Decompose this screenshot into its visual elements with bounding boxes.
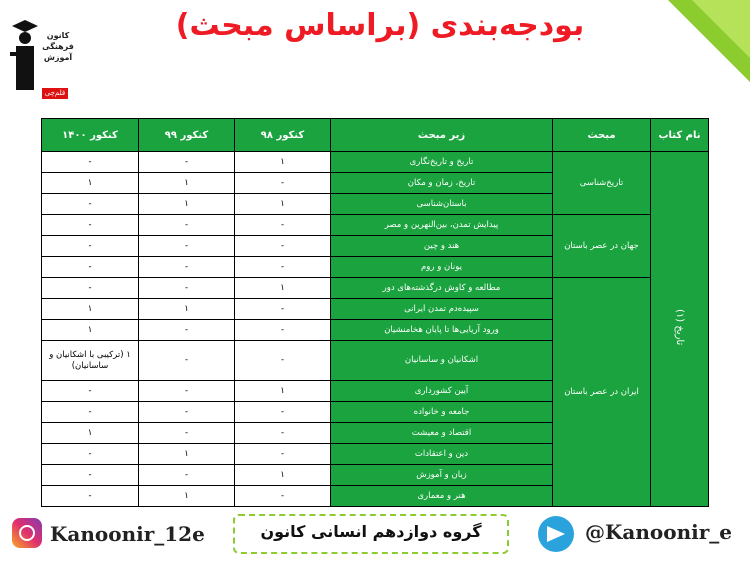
score-cell-k99: -	[139, 152, 235, 173]
score-cell-k98: -	[235, 299, 331, 320]
score-cell-k98: -	[235, 236, 331, 257]
table-row	[42, 152, 709, 173]
score-cell-k1400: -	[42, 402, 139, 423]
score-cell-k1400: -	[42, 486, 139, 507]
score-cell-k1400: -	[42, 381, 139, 402]
logo-tag: قلم‌چی	[42, 88, 68, 99]
instagram-handle[interactable]: Kanoonir_12e	[50, 522, 205, 546]
telegram-plane-icon	[547, 526, 565, 542]
subtopic-cell: آیین کشورداری	[331, 381, 553, 402]
score-cell-k1400: ۱	[42, 423, 139, 444]
page-title: بودجه‌بندی (براساس مبحث)	[175, 8, 585, 43]
subtopic-cell: زبان و آموزش	[331, 465, 553, 486]
logo-line-3: آموزش	[43, 53, 73, 62]
budget-table-container	[41, 118, 709, 507]
footer	[0, 510, 750, 563]
score-cell-k99: ۱	[139, 444, 235, 465]
graduate-figure-icon	[10, 18, 40, 92]
table-body	[42, 152, 709, 507]
page-curl-shade	[692, 0, 750, 58]
score-cell-k99: -	[139, 402, 235, 423]
score-cell-k98: -	[235, 320, 331, 341]
score-cell-k98: -	[235, 257, 331, 278]
subtopic-cell: هند و چین	[331, 236, 553, 257]
subtopic-cell: سپیده‌دم تمدن ایرانی	[331, 299, 553, 320]
score-cell-k99: ۱	[139, 299, 235, 320]
header-book: نام کتاب	[651, 119, 709, 152]
header-subtopic: زیر مبحث	[331, 119, 553, 152]
score-cell-k1400: -	[42, 465, 139, 486]
topic-cell: ایران در عصر باستان	[553, 278, 651, 507]
subtopic-cell: اقتصاد و معیشت	[331, 423, 553, 444]
subtopic-cell: ورود آریایی‌ها تا پایان هخامنشیان	[331, 320, 553, 341]
subtopic-cell: اشکانیان و ساسانیان	[331, 341, 553, 381]
header-k98: کنکور ۹۸	[235, 119, 331, 152]
telegram-icon[interactable]	[538, 516, 574, 552]
subtopic-cell: یونان و روم	[331, 257, 553, 278]
score-cell-k1400: ۱ (ترکیبی با اشکانیان و ساسانیان)	[42, 341, 139, 381]
table-row	[42, 278, 709, 299]
header-k99: کنکور ۹۹	[139, 119, 235, 152]
subtopic-cell: جامعه و خانواده	[331, 402, 553, 423]
table-header-row	[42, 119, 709, 152]
telegram-handle[interactable]: @Kanoonir_e	[585, 520, 732, 544]
score-cell-k98: ۱	[235, 278, 331, 299]
table-row	[42, 215, 709, 236]
logo-line-2: فرهنگی	[42, 42, 74, 51]
score-cell-k1400: ۱	[42, 299, 139, 320]
score-cell-k98: ۱	[235, 194, 331, 215]
score-cell-k1400: -	[42, 278, 139, 299]
score-cell-k99: -	[139, 423, 235, 444]
kanoon-logo	[8, 8, 72, 100]
score-cell-k99: -	[139, 215, 235, 236]
book-label: تاریخ (۱)	[674, 308, 685, 346]
score-cell-k1400: -	[42, 215, 139, 236]
subtopic-cell: مطالعه و کاوش درگذشته‌های دور	[331, 278, 553, 299]
score-cell-k99: -	[139, 236, 235, 257]
score-cell-k98: -	[235, 486, 331, 507]
subtopic-cell: باستان‌شناسی	[331, 194, 553, 215]
score-cell-k1400: -	[42, 152, 139, 173]
topic-cell: تاریخ‌شناسی	[553, 152, 651, 215]
score-cell-k98: -	[235, 173, 331, 194]
score-cell-k1400: -	[42, 194, 139, 215]
score-cell-k99: -	[139, 320, 235, 341]
topic-cell: جهان در عصر باستان	[553, 215, 651, 278]
logo-line-1: کانون	[46, 31, 70, 40]
score-cell-k99: -	[139, 381, 235, 402]
header-topic: مبحث	[553, 119, 651, 152]
instagram-icon[interactable]	[12, 518, 42, 548]
score-cell-k99: -	[139, 278, 235, 299]
budget-table	[41, 118, 709, 507]
subtopic-cell: تاریخ، زمان و مکان	[331, 173, 553, 194]
score-cell-k98: ۱	[235, 152, 331, 173]
group-banner	[233, 514, 509, 554]
subtopic-cell: دین و اعتقادات	[331, 444, 553, 465]
score-cell-k1400: -	[42, 236, 139, 257]
subtopic-cell: تاریخ و تاریخ‌نگاری	[331, 152, 553, 173]
score-cell-k1400: -	[42, 444, 139, 465]
header-k1400: کنکور ۱۴۰۰	[42, 119, 139, 152]
score-cell-k99: ۱	[139, 486, 235, 507]
score-cell-k98: -	[235, 423, 331, 444]
score-cell-k98: -	[235, 444, 331, 465]
score-cell-k1400: ۱	[42, 173, 139, 194]
score-cell-k99: -	[139, 257, 235, 278]
score-cell-k98: -	[235, 215, 331, 236]
score-cell-k98: -	[235, 402, 331, 423]
score-cell-k99: -	[139, 341, 235, 381]
score-cell-k99: ۱	[139, 194, 235, 215]
score-cell-k98: ۱	[235, 381, 331, 402]
score-cell-k1400: ۱	[42, 320, 139, 341]
score-cell-k98: -	[235, 341, 331, 381]
score-cell-k98: ۱	[235, 465, 331, 486]
book-cell	[651, 152, 709, 507]
score-cell-k99: -	[139, 465, 235, 486]
subtopic-cell: هنر و معماری	[331, 486, 553, 507]
score-cell-k1400: -	[42, 257, 139, 278]
group-label: گروه دوازدهم انسانی کانون	[260, 522, 482, 541]
subtopic-cell: پیدایش تمدن، بین‌النهرین و مصر	[331, 215, 553, 236]
score-cell-k99: ۱	[139, 173, 235, 194]
